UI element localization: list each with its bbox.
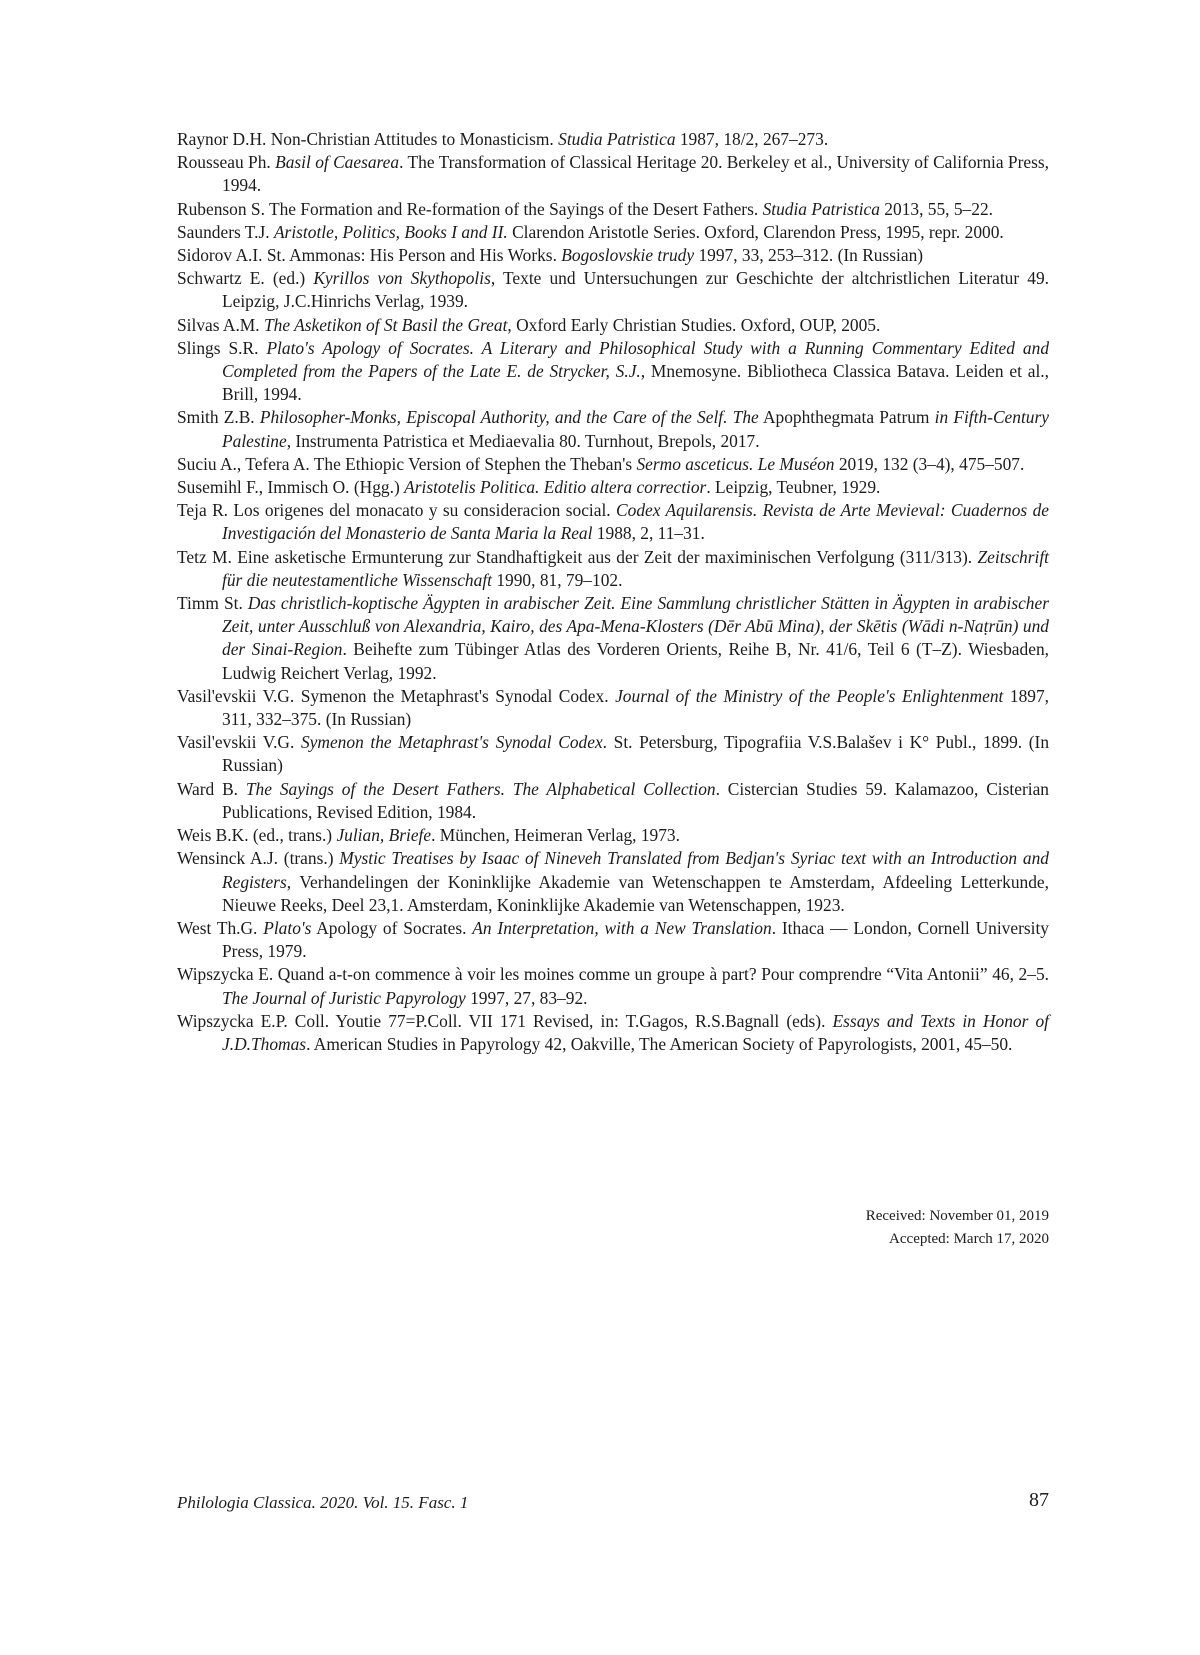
accepted-date: Accepted: March 17, 2020 [889,1231,1049,1247]
reference-text-segment: Vasil'evskii V.G. [177,732,301,753]
article-dates [866,1205,1049,1251]
page-number: 87 [1029,1489,1049,1511]
reference-entry [177,963,1049,1009]
reference-italic-segment: The Sayings of the Desert Fathers. The Alphabetical Collection [245,778,716,799]
reference-italic-segment: Essays and Texts in Honor of J.D.Thomas [222,1010,1049,1054]
reference-text-segment: Wipszycka E. Quand a-t-on commence à voir les moines comme un groupe à part? Pour comprendre “Vita Antonii” 46, 2–5. [177,964,1049,985]
reference-italic-segment: Journal of the Ministry of the People's Enlightenment [615,685,1004,706]
reference-text-segment: Schwartz E. (ed.) [177,268,314,289]
reference-italic-segment: Philosopher-Monks, Episcopal Authority, and the Care of the Self. The [259,407,759,428]
reference-italic-segment: An Interpretation, with a New Translation [472,917,772,938]
reference-entry [177,824,1049,847]
reference-entry [177,917,1049,963]
reference-text-segment: Rubenson S. The Formation and Re-formation of the Sayings of the Desert Fathers. [177,198,763,219]
reference-text-segment: Tetz M. Eine asketische Ermunterung zur Standhaftigkeit aus der Zeit der maximinischen Verfolgung (311/313). [177,546,978,567]
reference-text-segment: . St. Petersburg, Tipografiia V.S.Balašev i K° Publ., 1899. (In Russian) [222,732,1050,776]
reference-text-segment: . Cistercian Studies 59. Kalamazoo, Cisterian Publications, Revised Edition, 1984. [222,778,1049,822]
reference-text-segment: 1997, 33, 253–312. (In Russian) [694,245,924,266]
reference-text-segment: . The Transformation of Classical Heritage 20. Berkeley et al., University of California Press, 1994. [222,152,1049,196]
reference-entry [177,314,1049,337]
reference-text-segment: Ward B. [177,778,246,799]
reference-text-segment: , Instrumenta Patristica et Mediaevalia 80. Turnhout, Brepols, 2017. [286,430,760,451]
reference-italic-segment: Mystic Treatises by Isaac of Nineveh Translated from Bedjan's Syriac text with an Introduction and Registers [222,848,1049,892]
reference-text-segment: Timm St. [177,593,248,614]
reference-entry [177,221,1049,244]
received-date: Received: November 01, 2019 [865,1208,1049,1224]
reference-entry [177,847,1049,917]
reference-text-segment: Saunders T.J. [177,221,274,242]
reference-text-segment: . Beihefte zum Tübinger Atlas des Vorderen Orients, Reihe B, Nr. 41/6, Teil 6 (T–Z). Wiesbaden, Ludwig Reichert Verlag, 1992. [222,639,1049,683]
reference-text-segment: 1897, 311, 332–375. (In Russian) [222,685,1050,730]
reference-entry [177,592,1049,685]
reference-text-segment: Rousseau Ph. [177,152,276,173]
reference-text-segment: Silvas A.M. [177,314,264,335]
reference-entry [177,151,1049,197]
reference-italic-segment: Bogoslovskie trudy [561,245,695,266]
reference-entry [177,244,1049,267]
reference-italic-segment: in Fifth-Century Palestine [222,407,1049,451]
reference-entry [177,685,1049,731]
reference-entry [177,198,1049,221]
reference-text-segment: , Mnemosyne. Bibliotheca Classica Batava. Leiden et al., Brill, 1994. [222,361,1049,405]
reference-text-segment: Smith Z.B. [177,407,260,428]
reference-text-segment: . American Studies in Papyrology 42, Oakville, The American Society of Papyrologists, 2001, 45–50. [306,1033,1013,1054]
reference-entry [177,1010,1049,1056]
reference-italic-segment: Studia Patristica [558,129,676,149]
reference-italic-segment: The Asketikon of St Basil the Great [263,314,508,335]
reference-text-segment: West Th.G. [177,917,264,938]
reference-text-segment: Weis B.K. (ed., trans.) [177,825,337,846]
reference-italic-segment: Basil of Caesarea [275,152,400,173]
reference-text-segment: 1987, 18/2, 267–273. [675,129,829,149]
reference-entry [177,546,1049,592]
reference-text-segment: Vasil'evskii V.G. Symenon the Metaphrast's Synodal Codex. [177,685,616,706]
reference-text-segment: 1997, 27, 83–92. [465,987,588,1008]
reference-italic-segment: Studia Patristica [762,198,880,219]
reference-text-segment: , Verhandelingen der Koninklijke Akademie van Wetenschappen te Amsterdam, Afdeeling Letterkunde, Nieuwe Reeks, Deel 23,1. Amsterdam, Koninklijke Akademie van Wetenschappen, 1923. [222,871,1049,915]
reference-text-segment: Apophthegmata Patrum [758,407,935,428]
reference-text-segment: . München, Heimeran Verlag, 1973. [431,825,680,846]
reference-text-segment: 1990, 81, 79–102. [492,569,623,590]
reference-text-segment: . Ithaca — London, Cornell University Press, 1979. [222,917,1049,962]
reference-text-segment: Clarendon Aristotle Series. Oxford, Clarendon Press, 1995, repr. 2000. [507,221,1004,242]
reference-text-segment: 2013, 55, 5–22. [879,198,993,219]
reference-entry [177,337,1049,407]
reference-entry [177,128,1049,151]
reference-text-segment: Wensinck A.J. (trans.) [177,848,340,869]
reference-text-segment: Slings S.R. [177,337,267,358]
reference-entry [177,267,1049,313]
reference-text-segment: Suciu A., Tefera A. The Ethiopic Version of Stephen the Theban's [177,453,637,474]
reference-italic-segment: Das christlich-koptische Ägypten in arabischer Zeit. Eine Sammlung christlicher Stätten in Ägypten in arabischer Zeit, unter Ausschluß von Alexandria, Kairo, des Apa-Mena-Klosters (Dēr Abū Mina), der Skētis (Wādi n-Naṭrūn) und der Sinai-Region [222,593,1049,660]
reference-entry [177,778,1049,824]
reference-text-segment: Apology of Socrates. [311,917,473,938]
reference-entry [177,476,1049,499]
reference-text-segment: 1988, 2, 11–31. [592,523,705,544]
reference-italic-segment: The Journal of Juristic Papyrology [222,987,466,1008]
reference-entry [177,406,1049,452]
reference-italic-segment: Sermo asceticus. Le Muséon [636,453,835,474]
reference-text-segment: , Texte und Untersuchungen zur Geschichte der altchristlichen Literatur 49. Leipzig, J.C.Hinrichs Verlag, 1939. [222,268,1049,312]
reference-text-segment: , Oxford Early Christian Studies. Oxford, OUP, 2005. [507,314,881,335]
footer-journal-title: Philologia Classica. 2020. Vol. 15. Fasc. 1 [177,1493,469,1512]
reference-text-segment: Wipszycka E.P. Coll. Youtie 77=P.Coll. VII 171 Revised, in: T.Gagos, R.S.Bagnall (eds). [177,1010,833,1031]
reference-italic-segment: Plato's [263,917,312,938]
reference-text-segment: Teja R. Los origenes del monacato y su consideracion social. [177,500,617,521]
reference-text-segment: Sidorov A.I. St. Ammonas: His Person and His Works. [177,245,562,266]
reference-italic-segment: Aristotle, Politics, Books I and II. [273,221,508,242]
reference-italic-segment: Zeitschrift für die neutestamentliche Wissenschaft [222,546,1049,590]
reference-text-segment: Raynor D.H. Non-Christian Attitudes to Monasticism. [177,129,559,149]
reference-italic-segment: Symenon the Metaphrast's Synodal Codex [300,732,603,753]
reference-text-segment: . Leipzig, Teubner, 1929. [706,477,881,498]
reference-italic-segment: Plato's Apology of Socrates. A Literary and Philosophical Study with a Running Commentary Edited and Completed from the Papers of the Late E. de Strycker, S.J. [222,337,1050,382]
reference-entry [177,499,1049,545]
reference-entry [177,453,1049,476]
reference-entry [177,731,1049,777]
reference-list [177,128,1049,1056]
reference-italic-segment: Aristotelis Politica. Editio altera correctior [404,477,707,498]
reference-italic-segment: Kyrillos von Skythopolis [313,268,491,289]
reference-text-segment: 2019, 132 (3–4), 475–507. [834,453,1025,474]
reference-italic-segment: Codex Aquilarensis. Revista de Arte Mevieval: Cuadernos de Investigación del Monasterio de Santa Maria la Real [222,500,1050,544]
reference-text-segment: Susemihl F., Immisch O. (Hgg.) [177,477,405,498]
reference-italic-segment: Julian, Briefe [336,825,432,846]
